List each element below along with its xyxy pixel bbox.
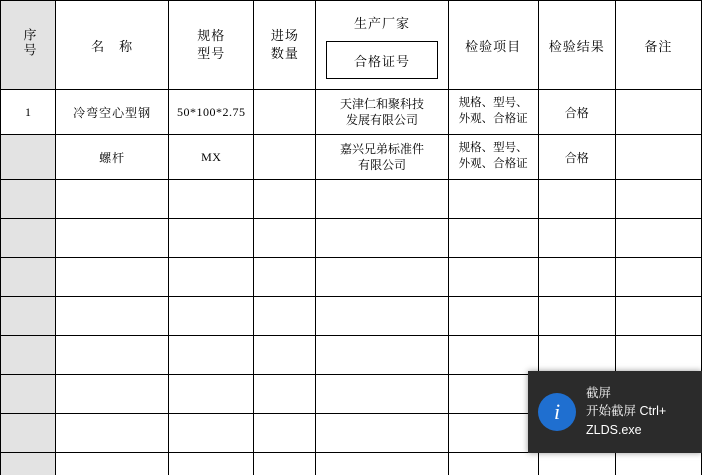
cell-name: 螺杆 bbox=[56, 135, 169, 180]
header-label-item: 检验项目 bbox=[465, 38, 522, 54]
cell-name bbox=[56, 375, 169, 414]
cell-remark bbox=[615, 135, 701, 180]
cell-result bbox=[538, 180, 615, 219]
cell-remark bbox=[615, 258, 701, 297]
cell-name bbox=[56, 453, 169, 475]
cell-seq bbox=[1, 414, 56, 453]
cell-maker bbox=[316, 297, 448, 336]
cell-seq bbox=[1, 135, 56, 180]
cell-spec: 50*100*2.75 bbox=[169, 90, 254, 135]
cell-item bbox=[448, 180, 538, 219]
cell-maker bbox=[316, 135, 448, 180]
cell-spec bbox=[169, 453, 254, 475]
cell-maker bbox=[316, 453, 448, 475]
toast-subtitle-line1: 开始截屏 Ctrl+ bbox=[586, 404, 667, 418]
header-cell-name bbox=[56, 1, 169, 90]
cell-remark bbox=[615, 336, 701, 375]
cell-spec bbox=[169, 336, 254, 375]
table-row bbox=[1, 297, 702, 336]
table-row bbox=[1, 135, 702, 180]
cell-remark bbox=[615, 297, 701, 336]
table-row bbox=[1, 180, 702, 219]
cell-qty bbox=[254, 453, 316, 475]
cell-item bbox=[448, 90, 538, 135]
toast-body bbox=[586, 385, 666, 440]
table-header-row bbox=[1, 1, 702, 90]
cell-name bbox=[56, 180, 169, 219]
cell-spec bbox=[169, 375, 254, 414]
cell-qty bbox=[254, 297, 316, 336]
cell-spec bbox=[169, 219, 254, 258]
cell-seq bbox=[1, 297, 56, 336]
cell-seq bbox=[1, 453, 56, 475]
header-cell-spec bbox=[169, 1, 254, 90]
header-label-seq: 序号 bbox=[21, 28, 37, 58]
cell-item bbox=[448, 258, 538, 297]
cell-maker-line2: 有限公司 bbox=[358, 158, 407, 172]
cell-maker bbox=[316, 180, 448, 219]
cell-result bbox=[538, 219, 615, 258]
cell-item bbox=[448, 375, 538, 414]
header-label-certificate-no: 合格证号 bbox=[326, 41, 437, 79]
cell-item bbox=[448, 297, 538, 336]
cell-item bbox=[448, 336, 538, 375]
cell-qty bbox=[254, 414, 316, 453]
cell-maker bbox=[316, 258, 448, 297]
header-label-remark: 备注 bbox=[644, 38, 673, 54]
cell-item bbox=[448, 453, 538, 475]
cell-maker bbox=[316, 375, 448, 414]
cell-remark bbox=[615, 453, 701, 475]
cell-result bbox=[538, 336, 615, 375]
cell-spec bbox=[169, 258, 254, 297]
cell-seq bbox=[1, 375, 56, 414]
cell-qty bbox=[254, 375, 316, 414]
table-row bbox=[1, 219, 702, 258]
cell-name bbox=[56, 258, 169, 297]
cell-maker bbox=[316, 414, 448, 453]
cell-qty bbox=[254, 90, 316, 135]
toast-subtitle-line2: ZLDS.exe bbox=[586, 422, 642, 437]
table-row bbox=[1, 258, 702, 297]
cell-name bbox=[56, 336, 169, 375]
table-row bbox=[1, 336, 702, 375]
cell-maker-line2: 发展有限公司 bbox=[346, 113, 419, 127]
cell-item-line2: 外观、合格证 bbox=[458, 113, 528, 125]
header-label-qty-line2: 数量 bbox=[270, 46, 299, 61]
cell-name bbox=[56, 219, 169, 258]
cell-spec: MX bbox=[169, 135, 254, 180]
cell-seq bbox=[1, 219, 56, 258]
cell-qty bbox=[254, 135, 316, 180]
cell-maker-line1: 嘉兴兄弟标准件 bbox=[340, 141, 425, 156]
cell-result bbox=[538, 453, 615, 475]
header-cell-remark bbox=[615, 1, 701, 90]
cell-maker bbox=[316, 90, 448, 135]
cell-spec bbox=[169, 180, 254, 219]
cell-item bbox=[448, 219, 538, 258]
header-label-spec-line1: 规格 bbox=[197, 27, 226, 43]
cell-seq: 1 bbox=[1, 90, 56, 135]
cell-seq bbox=[1, 180, 56, 219]
table-row bbox=[1, 453, 702, 475]
cell-item-line1: 规格、型号、 bbox=[458, 97, 528, 110]
cell-qty bbox=[254, 336, 316, 375]
cell-item bbox=[448, 135, 538, 180]
header-cell-qty bbox=[254, 1, 316, 90]
cell-spec bbox=[169, 414, 254, 453]
header-cell-result bbox=[538, 1, 615, 90]
cell-result bbox=[538, 258, 615, 297]
cell-remark bbox=[615, 180, 701, 219]
cell-maker bbox=[316, 219, 448, 258]
cell-name bbox=[56, 297, 169, 336]
cell-maker bbox=[316, 336, 448, 375]
header-cell-item bbox=[448, 1, 538, 90]
header-label-qty-line1: 进场 bbox=[270, 27, 299, 43]
cell-spec bbox=[169, 297, 254, 336]
cell-remark bbox=[615, 90, 701, 135]
cell-item bbox=[448, 414, 538, 453]
header-cell-seq bbox=[1, 1, 56, 90]
cell-seq bbox=[1, 258, 56, 297]
cell-remark bbox=[615, 219, 701, 258]
table-row bbox=[1, 90, 702, 135]
cell-name bbox=[56, 414, 169, 453]
header-label-spec-line2: 型号 bbox=[197, 46, 226, 61]
cell-seq bbox=[1, 336, 56, 375]
info-icon: i bbox=[538, 393, 576, 431]
header-label-result: 检验结果 bbox=[548, 38, 605, 54]
cell-maker-line1: 天津仁和聚科技 bbox=[340, 96, 425, 111]
cell-qty bbox=[254, 180, 316, 219]
cell-item-line2: 外观、合格证 bbox=[458, 158, 528, 170]
cell-result: 合格 bbox=[538, 135, 615, 180]
header-label-maker: 生产厂家 bbox=[354, 15, 411, 31]
screenshot-toast[interactable] bbox=[528, 371, 702, 453]
cell-qty bbox=[254, 219, 316, 258]
header-cell-maker bbox=[316, 1, 448, 90]
header-label-name: 名 称 bbox=[91, 38, 134, 54]
toast-title: 截屏 bbox=[586, 385, 612, 400]
cell-name: 冷弯空心型钢 bbox=[56, 90, 169, 135]
cell-result bbox=[538, 297, 615, 336]
cell-item-line1: 规格、型号、 bbox=[458, 142, 528, 155]
cell-result: 合格 bbox=[538, 90, 615, 135]
cell-qty bbox=[254, 258, 316, 297]
